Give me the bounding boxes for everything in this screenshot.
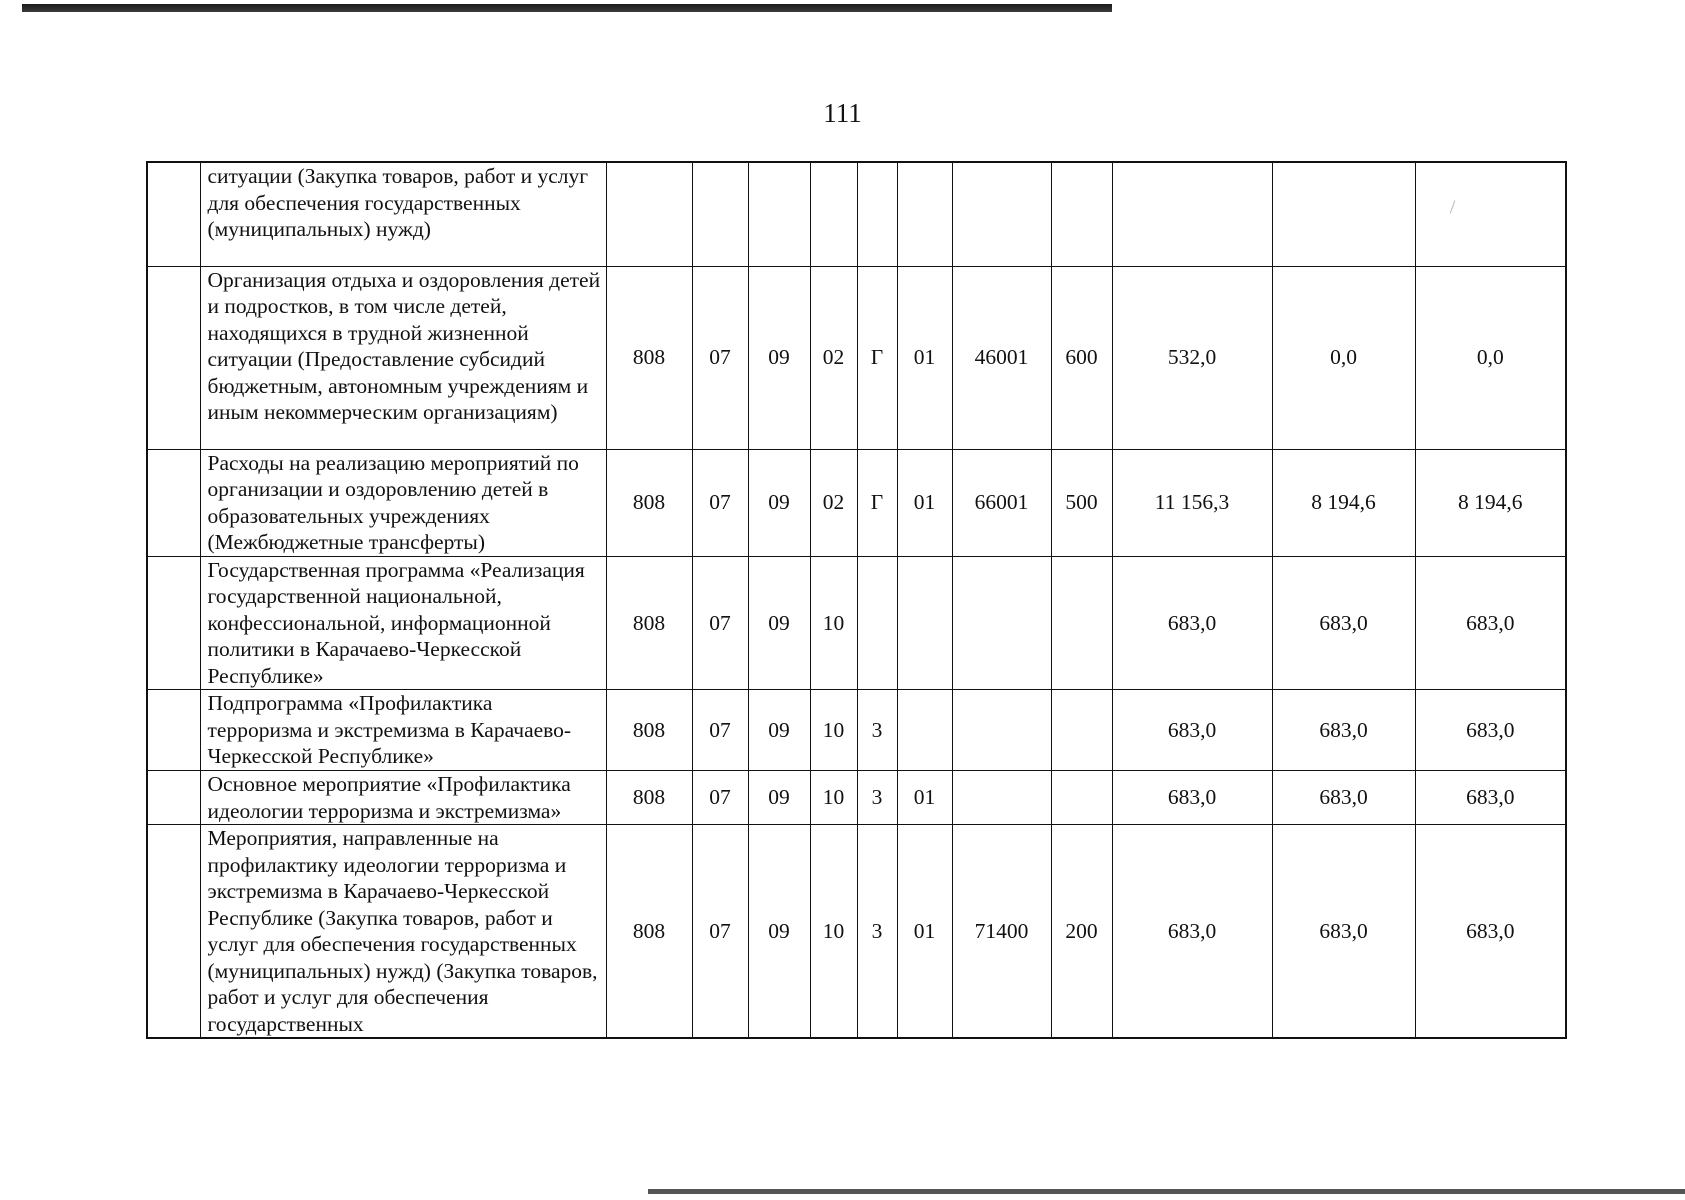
ministry-code-cell [606,162,692,266]
row-number-cell [147,162,200,266]
description-cell: Мероприятия, направленные на профилактику идеологии терроризма и экстремизма в Карачаево-Черкесской Республике (Закупка товаров, работ и услуг для обеспечения государственных (муниципальных) нужд) (Закупка товаров, работ и услуг для обеспечения государственных [200,825,606,1039]
amount-year1-cell [1112,162,1272,266]
amount-year3-cell: 8 194,6 [1415,449,1566,556]
program-code-cell: 02 [810,449,857,556]
section-code-cell: 07 [692,771,748,825]
amount-year3-cell: 683,0 [1415,556,1566,690]
scan-edge-bottom [648,1189,1685,1194]
subsection-code-cell: 09 [748,690,810,771]
direction-code-cell [952,771,1051,825]
expense-type-cell [1051,556,1112,690]
program-code-cell: 10 [810,556,857,690]
direction-code-cell: 71400 [952,825,1051,1039]
direction-code-cell [952,556,1051,690]
direction-code-cell [952,162,1051,266]
event-code-cell: 01 [897,825,952,1039]
row-number-cell [147,825,200,1039]
event-code-cell: 01 [897,449,952,556]
subsection-code-cell [748,162,810,266]
amount-year2-cell [1272,162,1415,266]
subprogram-code-cell [857,556,897,690]
description-cell: Подпрограмма «Профилактика терроризма и экстремизма в Карачаево-Черкесской Республике» [200,690,606,771]
subprogram-code-cell: Г [857,449,897,556]
amount-year3-cell: 683,0 [1415,690,1566,771]
amount-year3-cell: 0,0 [1415,266,1566,449]
subsection-code-cell: 09 [748,771,810,825]
scan-edge-top [22,4,1112,12]
description-cell: Основное мероприятие «Профилактика идеологии терроризма и экстремизма» [200,771,606,825]
expense-type-cell [1051,690,1112,771]
direction-code-cell: 46001 [952,266,1051,449]
program-code-cell: 10 [810,690,857,771]
table-row [147,690,1566,771]
amount-year2-cell: 683,0 [1272,825,1415,1039]
amount-year3-cell: 683,0 [1415,771,1566,825]
description-cell: ситуации (Закупка товаров, работ и услуг для обеспечения государственных (муниципальных) нужд) [200,162,606,266]
amount-year1-cell: 683,0 [1112,771,1272,825]
event-code-cell: 01 [897,771,952,825]
ministry-code-cell: 808 [606,771,692,825]
subprogram-code-cell: 3 [857,771,897,825]
ministry-code-cell: 808 [606,266,692,449]
page-number: 111 [823,98,862,128]
subprogram-code-cell: 3 [857,690,897,771]
budget-table [146,161,1567,1039]
expense-type-cell [1051,771,1112,825]
subprogram-code-cell: 3 [857,825,897,1039]
direction-code-cell: 66001 [952,449,1051,556]
section-code-cell: 07 [692,449,748,556]
table-row [147,449,1566,556]
program-code-cell: 10 [810,825,857,1039]
program-code-cell: 10 [810,771,857,825]
amount-year1-cell: 683,0 [1112,556,1272,690]
ministry-code-cell: 808 [606,449,692,556]
amount-year1-cell: 683,0 [1112,690,1272,771]
expense-type-cell: 600 [1051,266,1112,449]
amount-year2-cell: 683,0 [1272,771,1415,825]
expense-type-cell [1051,162,1112,266]
expense-type-cell: 200 [1051,825,1112,1039]
table-row [147,825,1566,1039]
ministry-code-cell: 808 [606,825,692,1039]
amount-year2-cell: 683,0 [1272,556,1415,690]
row-number-cell [147,449,200,556]
description-cell: Государственная программа «Реализация государственной национальной, конфессиональной, информационной политики в Карачаево-Черкесской Республике» [200,556,606,690]
subsection-code-cell: 09 [748,556,810,690]
amount-year2-cell: 0,0 [1272,266,1415,449]
amount-year1-cell: 532,0 [1112,266,1272,449]
event-code-cell [897,162,952,266]
amount-year1-cell: 11 156,3 [1112,449,1272,556]
table-body [147,162,1566,1038]
amount-year3-cell [1415,162,1566,266]
program-code-cell [810,162,857,266]
subsection-code-cell: 09 [748,825,810,1039]
row-number-cell [147,556,200,690]
subprogram-code-cell: Г [857,266,897,449]
amount-year2-cell: 683,0 [1272,690,1415,771]
event-code-cell [897,556,952,690]
table-row [147,162,1566,266]
program-code-cell: 02 [810,266,857,449]
table-row [147,771,1566,825]
table-row [147,556,1566,690]
ministry-code-cell: 808 [606,690,692,771]
subsection-code-cell: 09 [748,266,810,449]
event-code-cell: 01 [897,266,952,449]
section-code-cell: 07 [692,690,748,771]
event-code-cell [897,690,952,771]
amount-year3-cell: 683,0 [1415,825,1566,1039]
ministry-code-cell: 808 [606,556,692,690]
description-cell: Расходы на реализацию мероприятий по организации и оздоровлению детей в образовательных учреждениях (Межбюджетные трансферты) [200,449,606,556]
amount-year2-cell: 8 194,6 [1272,449,1415,556]
amount-year1-cell: 683,0 [1112,825,1272,1039]
description-cell: Организация отдыха и оздоровления детей и подростков, в том числе детей, находящихся в трудной жизненной ситуации (Предоставление субсидий бюджетным, автономным учреждениям и иным некоммерческим организациям) [200,266,606,449]
expense-type-cell: 500 [1051,449,1112,556]
direction-code-cell [952,690,1051,771]
table-row [147,266,1566,449]
row-number-cell [147,266,200,449]
section-code-cell: 07 [692,825,748,1039]
row-number-cell [147,690,200,771]
section-code-cell: 07 [692,556,748,690]
subprogram-code-cell [857,162,897,266]
section-code-cell [692,162,748,266]
subsection-code-cell: 09 [748,449,810,556]
row-number-cell [147,771,200,825]
section-code-cell: 07 [692,266,748,449]
